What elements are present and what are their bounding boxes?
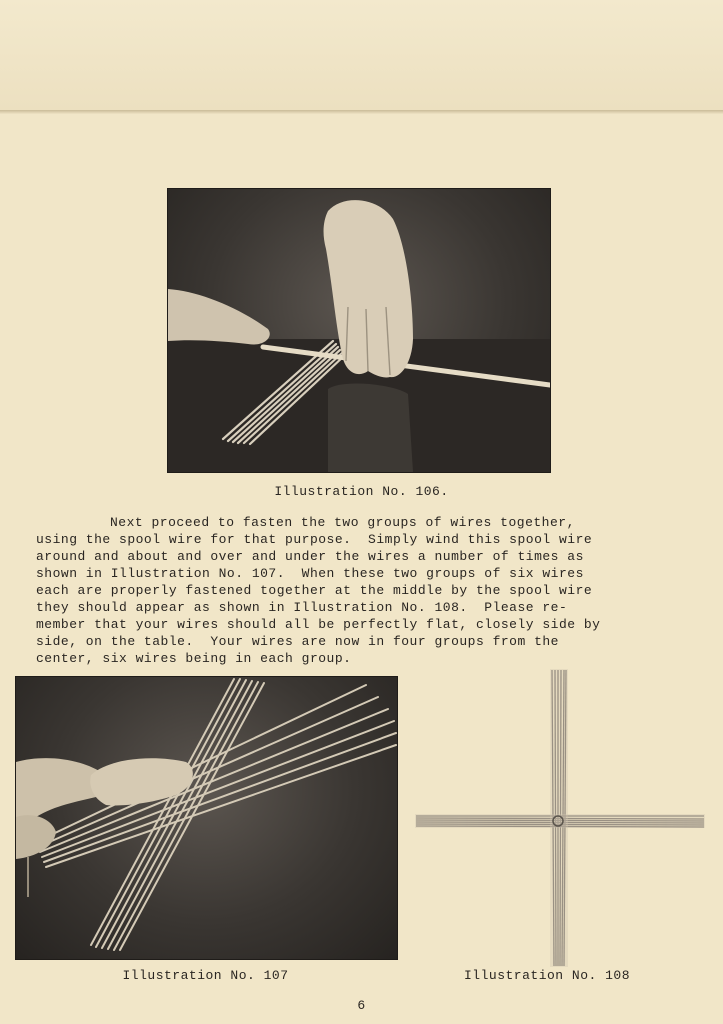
illustration-107-photo [15, 676, 398, 960]
hands-winding-wire-image [16, 677, 397, 959]
illustration-106-photo [167, 188, 551, 473]
page-number: 6 [357, 998, 366, 1013]
paragraph-line: side, on the table. Your wires are now in four groups from the [36, 634, 559, 649]
illustration-108-cross [414, 668, 708, 968]
paragraph-line: Next proceed to fasten the two groups of wires together, [110, 515, 575, 530]
illustration-107-caption: Illustration No. 107 [122, 968, 289, 983]
illustration-108-caption: Illustration No. 108 [463, 968, 631, 983]
illustration-106-caption: Illustration No. 106. [274, 484, 449, 499]
instruction-paragraph [36, 514, 676, 667]
paragraph-line: using the spool wire for that purpose. Simply wind this spool wire [36, 532, 593, 547]
wires-and-hands-image [168, 189, 550, 472]
paragraph-line: member that your wires should all be perfectly flat, closely side by [36, 617, 601, 632]
paragraph-line: shown in Illustration No. 107. When these two groups of six wires [36, 566, 584, 581]
page-fold [0, 110, 723, 114]
paragraph-line: around and about and over and under the wires a number of times as [36, 549, 584, 564]
paragraph-line: they should appear as shown in Illustration No. 108. Please re- [36, 600, 568, 615]
paragraph-line: center, six wires being in each group. [36, 651, 352, 666]
paragraph-line: each are properly fastened together at the middle by the spool wire [36, 583, 593, 598]
facing-page-edge [0, 0, 723, 112]
